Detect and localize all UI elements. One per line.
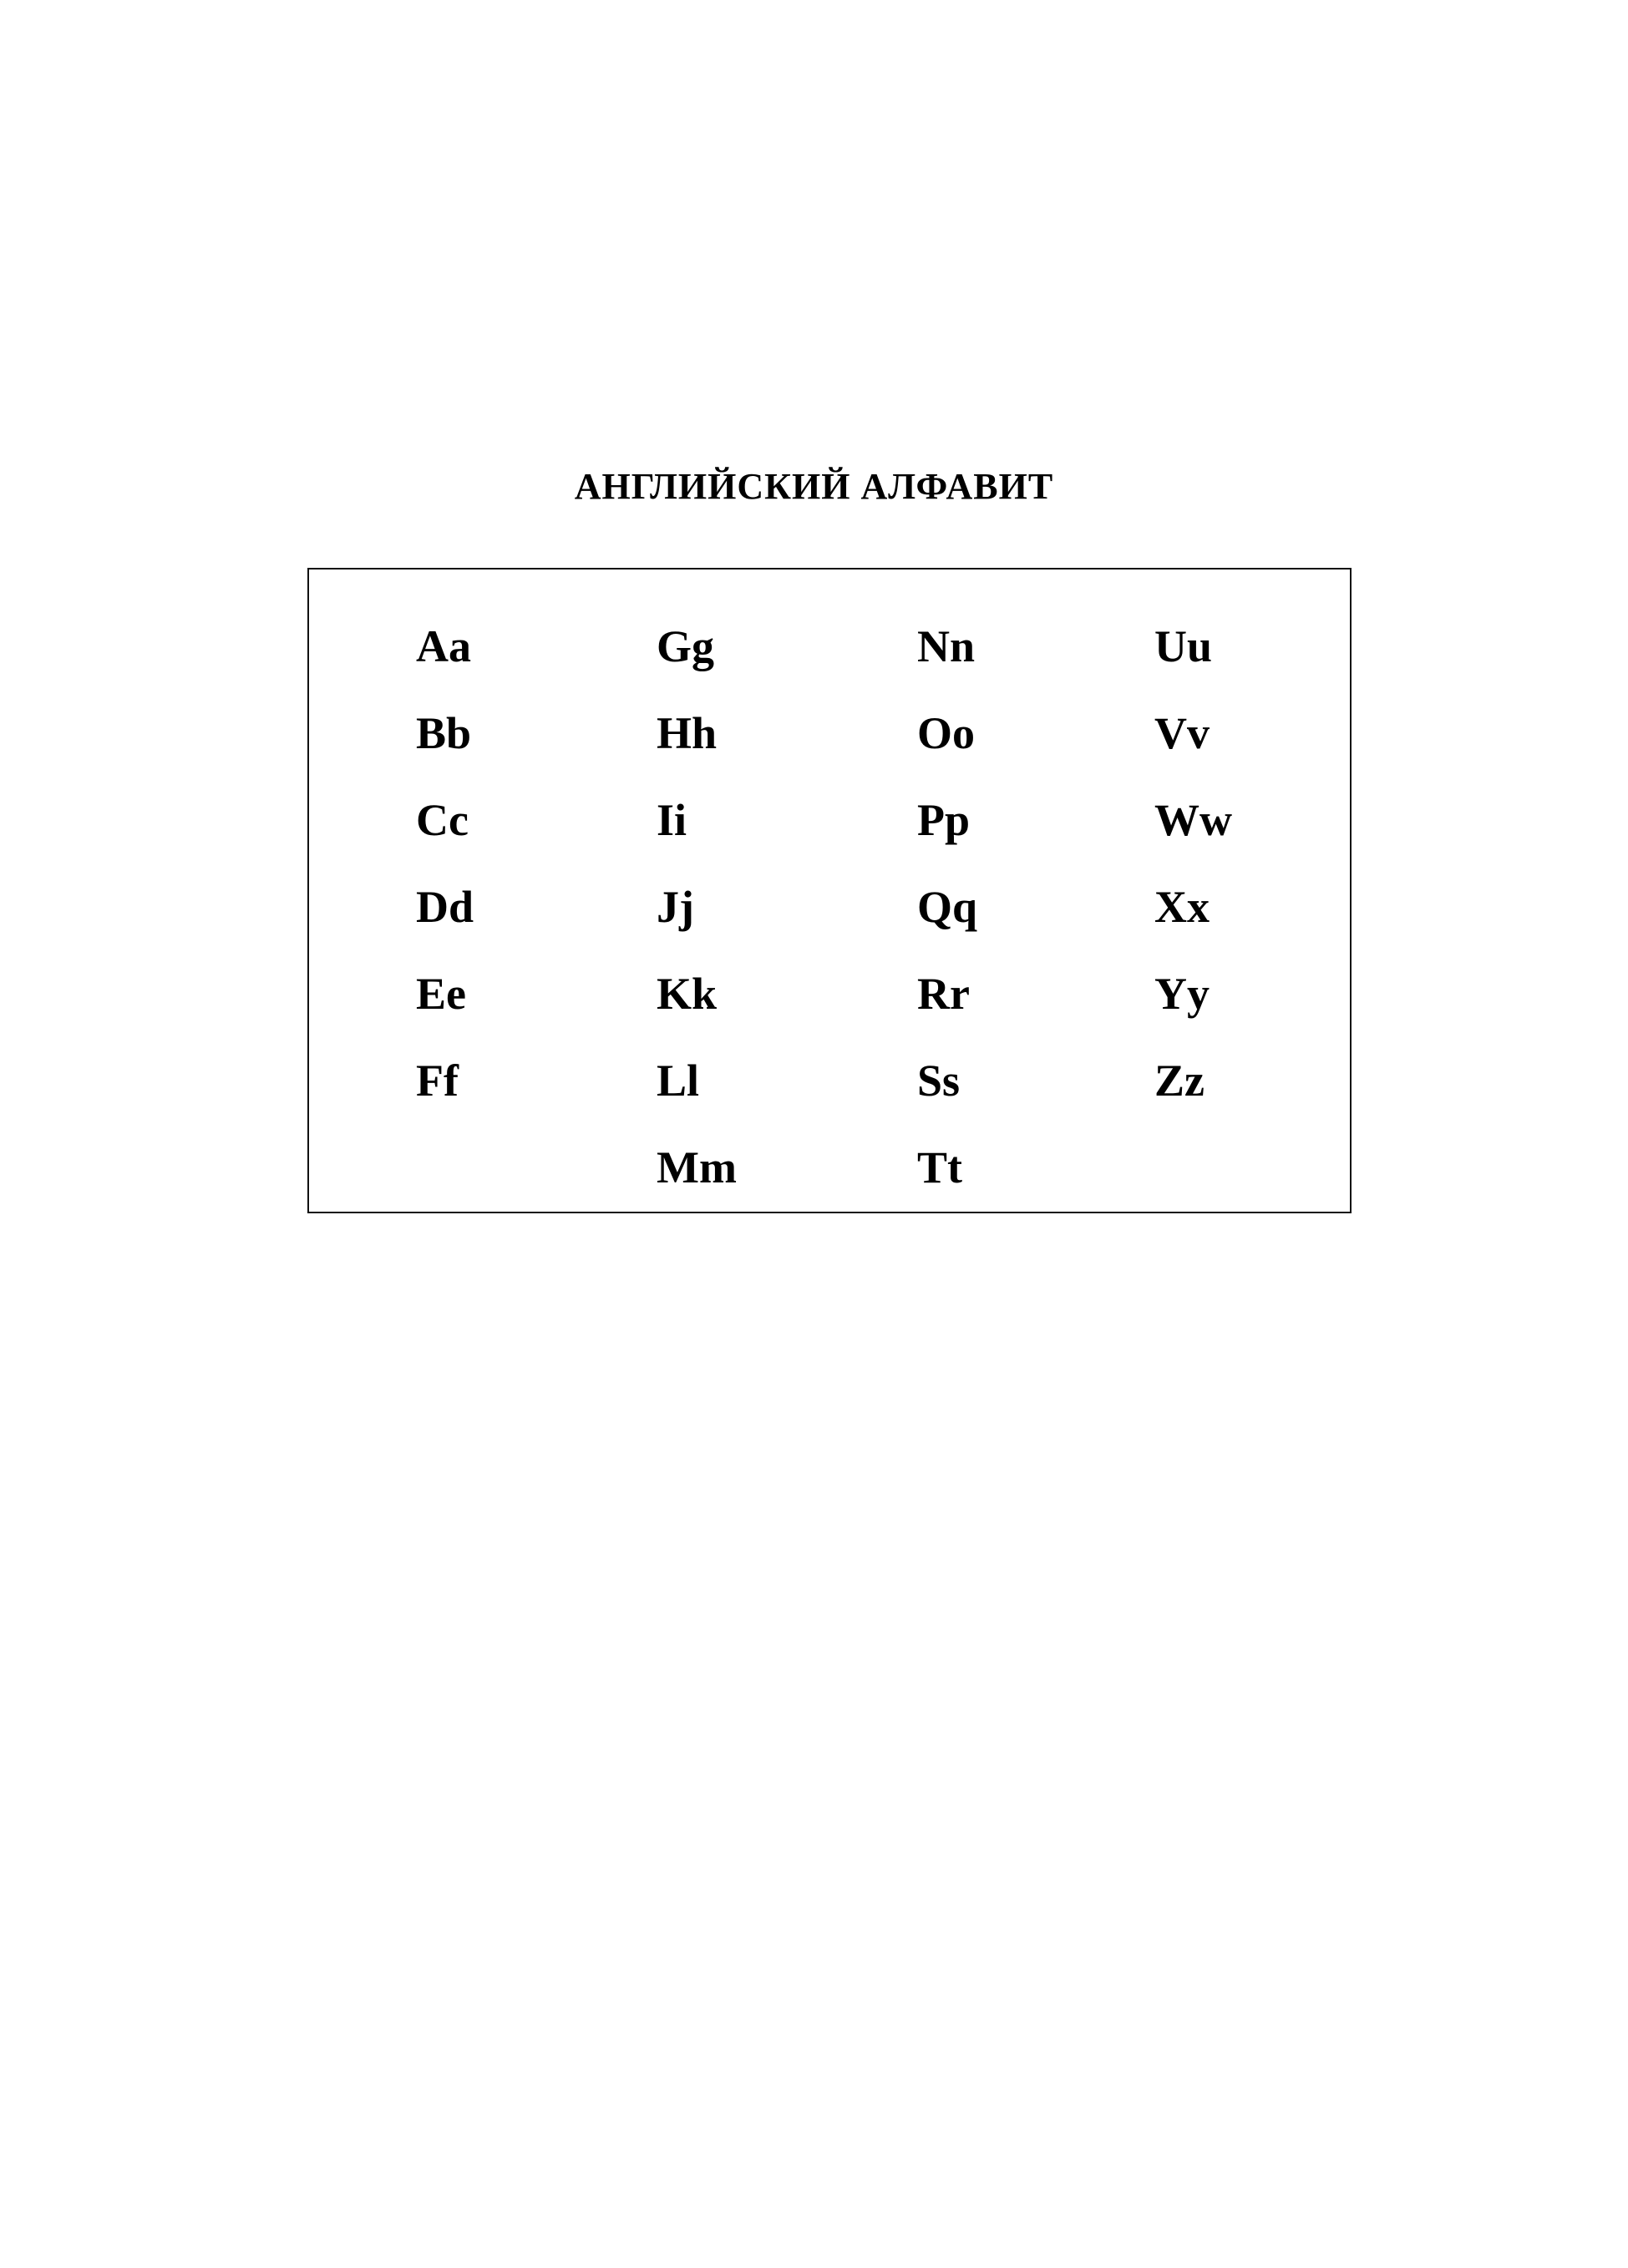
letter-column-1 (416, 603, 474, 1124)
letter-pair: Yy (1154, 969, 1210, 1019)
letter-pair: Rr (917, 969, 970, 1019)
letter-pair: Kk (657, 969, 718, 1019)
letter-pair: Ee (416, 969, 466, 1019)
letter-pair: Ww (1154, 795, 1232, 845)
letter-pair: Uu (1154, 621, 1213, 671)
letter-pair: Aa (416, 621, 471, 671)
letter-pair: Xx (1154, 882, 1210, 932)
letter-pair: Gg (657, 621, 715, 671)
letter-pair: Cc (416, 795, 469, 845)
letter-pair: Oo (917, 708, 976, 758)
letter-pair: Qq (917, 882, 978, 932)
alphabet-table (307, 568, 1352, 1213)
letter-pair: Nn (917, 621, 976, 671)
letter-pair: Vv (1154, 708, 1210, 758)
letter-pair: Jj (657, 882, 694, 932)
letter-pair: Ss (917, 1056, 961, 1106)
letter-column-4 (1154, 603, 1232, 1124)
page-title: АНГЛИЙСКИЙ АЛФАВИТ (574, 466, 1054, 507)
letter-pair: Ii (657, 795, 687, 845)
letter-column-3 (917, 603, 977, 1211)
letter-pair: Pp (917, 795, 971, 845)
letter-pair: Mm (657, 1142, 737, 1192)
letter-pair: Ff (416, 1056, 459, 1106)
letter-pair: Tt (917, 1142, 962, 1192)
letter-pair: Hh (657, 708, 718, 758)
letter-column-2 (657, 603, 737, 1211)
letter-pair: Ll (657, 1056, 700, 1106)
letter-pair: Dd (416, 882, 474, 932)
letter-pair: Bb (416, 708, 472, 758)
letter-pair: Zz (1154, 1056, 1205, 1106)
